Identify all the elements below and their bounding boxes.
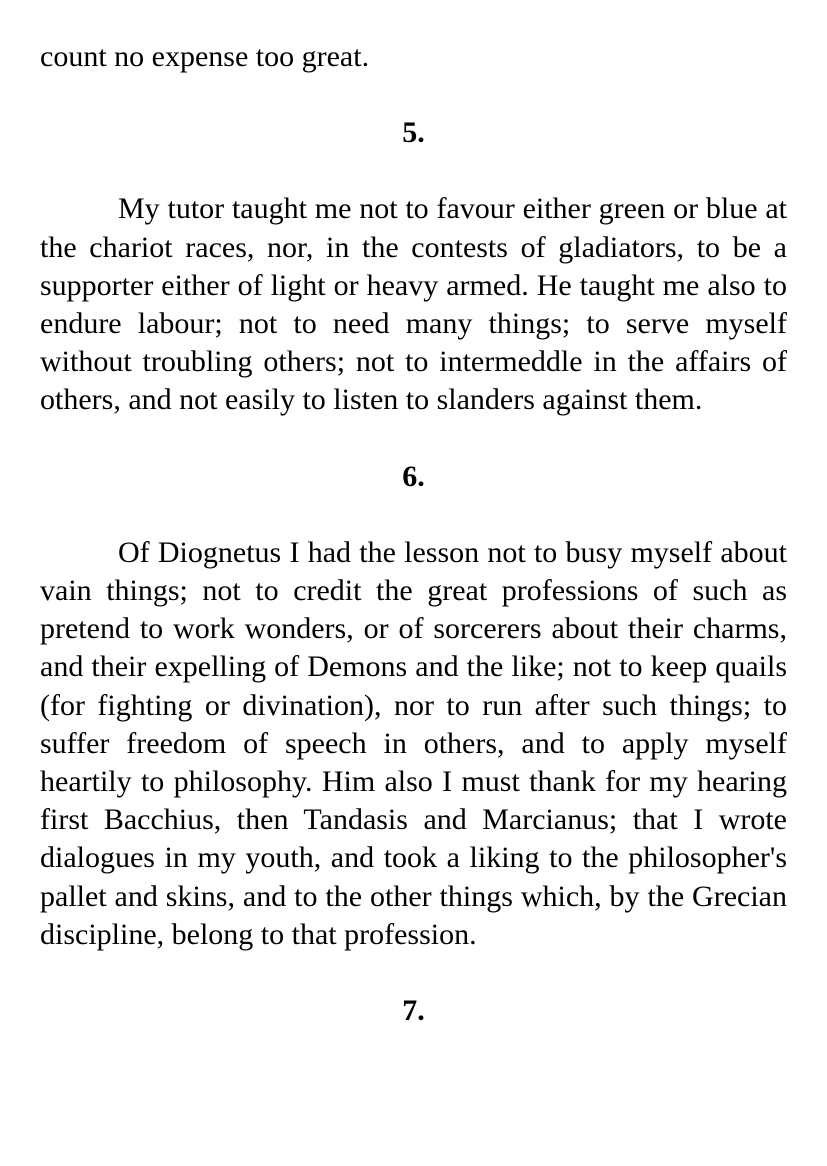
spacer [40,420,787,458]
continuation-paragraph: count no expense too great. [40,40,370,73]
section-number-7: 7. [402,994,425,1028]
section-5-paragraph: My tutor taught me not to favour either green or blue at the chariot races, nor, in the contests of gladiators, to be a supporter either of light or heavy armed. He taught me also to endure labour; not to need many things; to serve myself without troubling others; not to intermeddle in the affairs of others, and not easily to listen to slanders against them. [40,192,787,417]
section-number-5: 5. [402,116,425,150]
document-page [40,38,787,1030]
spacer [40,76,787,114]
spacer [40,152,787,190]
section-number-6: 6. [402,459,425,493]
section-6-paragraph: Of Diognetus I had the lesson not to busy myself about vain things; not to credit the great professions of such as pretend to work wonders, or of sorcerers about their charms, and their expelling of Demons and the like; not to keep quails (for fighting or divination), nor to run after such things; to suffer freedom of speech in others, and to apply myself heartily to philosophy. Him also I must thank for my hearing first Bacchius, then Tandasis and Marcianus; that I wrote dialogues in my youth, and took a liking to the philosopher's pallet and skins, and to the other things which, by the Grecian discipline, belong to that profession. [40,535,787,951]
spacer [40,496,787,534]
spacer [40,954,787,992]
